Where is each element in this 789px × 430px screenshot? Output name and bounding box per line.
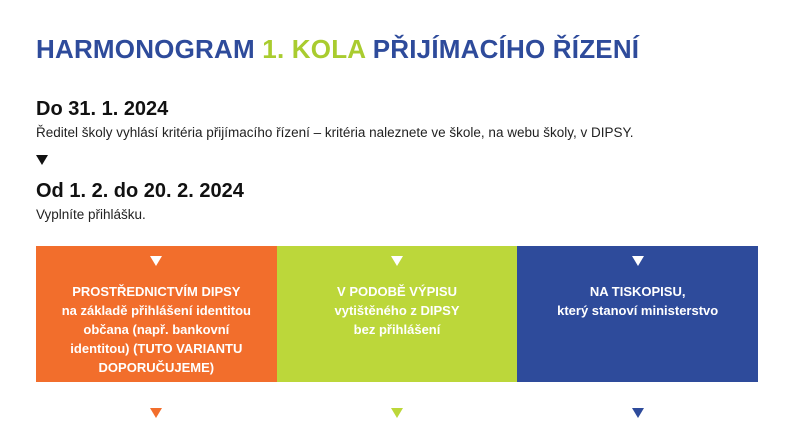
option-line: PROSTŘEDNICTVÍM DIPSY <box>72 284 241 299</box>
down-triangle-icon <box>632 256 644 266</box>
option-line: identitou) (TUTO VARIANTU <box>70 341 243 356</box>
option-line: V PODOBĚ VÝPISU <box>337 284 457 299</box>
option-line: vytištěného z DIPSY <box>334 303 460 318</box>
bottom-arrows <box>36 408 758 420</box>
option-printout <box>277 246 518 382</box>
down-triangle-icon <box>391 256 403 266</box>
title-part-main: HARMONOGRAM <box>36 34 263 64</box>
title-part-rest: PŘIJÍMACÍHO ŘÍZENÍ <box>365 34 640 64</box>
option-line: který stanoví ministerstvo <box>557 303 719 318</box>
option-line: na základě přihlášení identitou <box>61 303 251 318</box>
submission-options <box>36 246 758 382</box>
down-triangle-icon <box>36 155 48 165</box>
down-triangle-icon <box>150 408 162 418</box>
page-title <box>36 34 639 65</box>
option-dipsy <box>36 246 277 382</box>
option-line: DOPORUČUJEME) <box>98 360 215 375</box>
step-2-date: Od 1. 2. do 20. 2. 2024 <box>36 180 244 202</box>
option-line: NA TISKOPISU, <box>589 284 686 299</box>
option-line: občana (např. bankovní <box>83 322 230 337</box>
step-2-description: Vyplníte přihlášku. <box>36 207 146 222</box>
option-form-text <box>527 282 748 320</box>
down-triangle-icon <box>632 408 644 418</box>
option-printout-text <box>287 282 508 339</box>
option-line: bez přihlášení <box>353 322 441 337</box>
down-triangle-icon <box>391 408 403 418</box>
option-dipsy-text <box>46 282 267 377</box>
step-1-date: Do 31. 1. 2024 <box>36 98 169 120</box>
option-form <box>517 246 758 382</box>
title-part-accent: 1. KOLA <box>262 34 366 64</box>
step-1-description: Ředitel školy vyhlásí kritéria přijímacího řízení – kritéria naleznete ve škole, na webu školy, v DIPSY. <box>36 125 634 140</box>
down-triangle-icon <box>150 256 162 266</box>
